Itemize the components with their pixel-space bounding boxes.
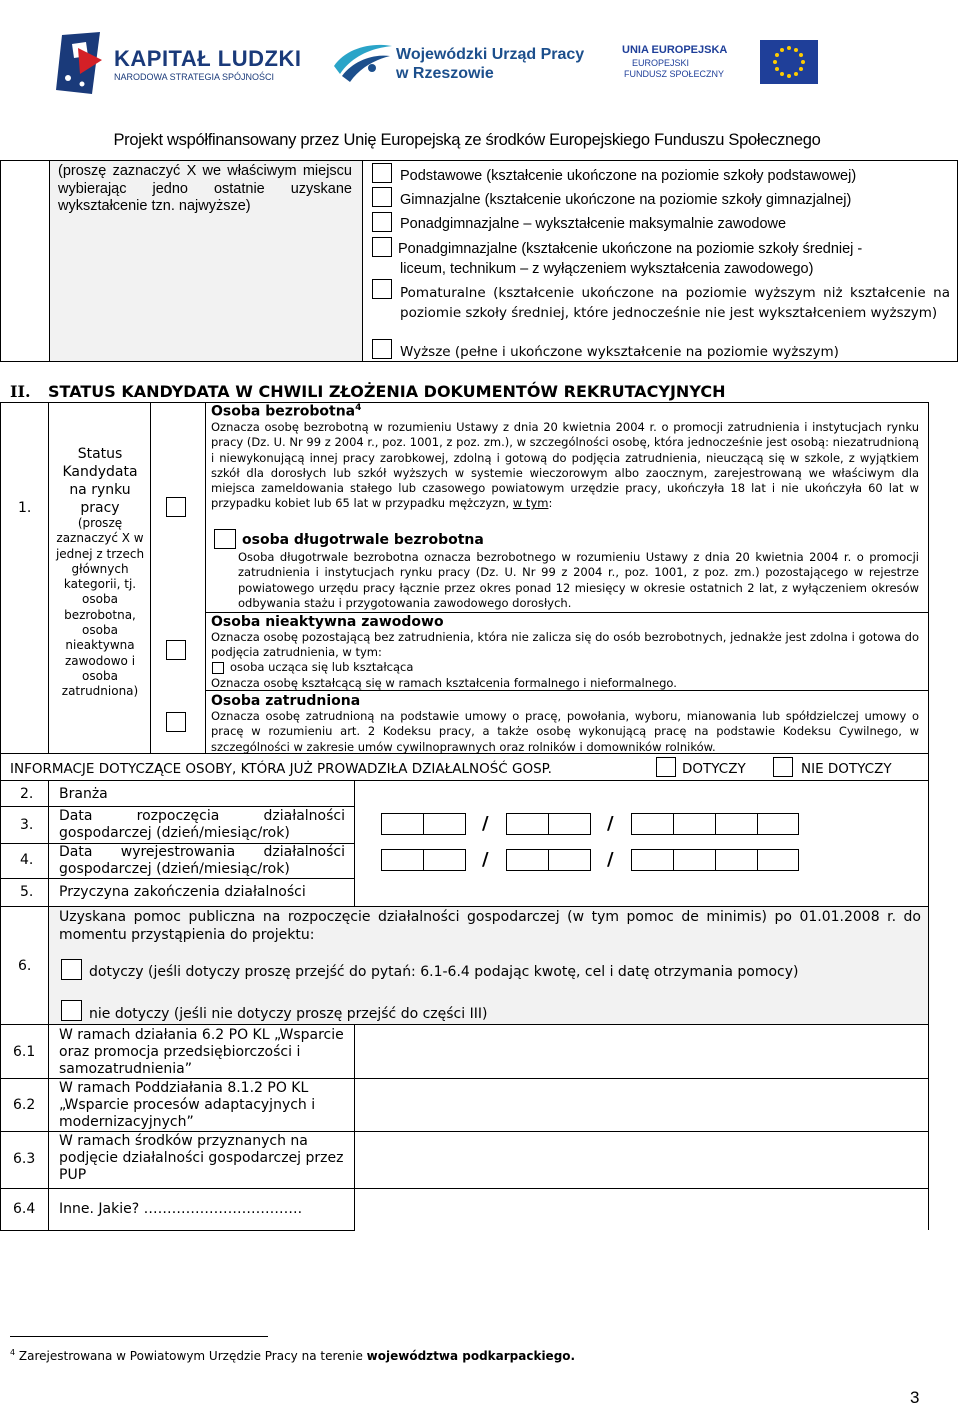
row3-number: 3. [20,817,34,833]
footnote-text: Zarejestrowana w Powiatowym Urzędzie Pracy na terenie [18,1349,367,1363]
edu-checkbox-vocational[interactable] [372,212,392,232]
unemployed-title [211,403,361,420]
edu-checkbox-primary[interactable] [372,163,392,183]
aid-no-checkbox[interactable] [61,1000,82,1021]
wup-line1: Wojewódzki Urząd Pracy [396,46,585,63]
row4-number: 4. [20,852,34,868]
cofinancing-note: Projekt współfinansowany przez Unię Europejską ze środków Europejskiego Funduszu Społecznego [113,131,821,149]
start-month-cell-2[interactable] [548,813,591,835]
unemployed-text-end: : [548,496,553,511]
longterm-checkbox[interactable] [214,529,236,549]
logo-wup-rzeszow [332,38,585,88]
row5-label: Przyczyna zakończenia działalności [59,884,306,900]
row2-label: Branża [59,786,108,802]
aid63-label: W ramach środków przyznanych na podjęcie działalności gospodarczej przez PUP [59,1133,344,1183]
aid-question: Uzyskana pomoc publiczna na rozpoczęcie działalności gospodarczej (w tym pomoc de minimis) po 01.01.2008 r. do momentu przystąpienia do projektu: [59,909,921,943]
aid63-number: 6.3 [13,1151,36,1167]
start-year-cell-4[interactable] [757,813,799,835]
footnote-number: 4 [10,1348,16,1357]
inactive-text: Oznacza osobę pozostającą bez zatrudnienia, która nie zalicza się do osób bezrobotnych, jednakże jest zdolna i gotowa do podjęcia zatrudnienia, w tym: [211,630,919,660]
end-day-cell-1[interactable] [381,849,424,871]
aid61-value-field[interactable] [356,1025,927,1077]
end-year-cell-4[interactable] [757,849,799,871]
end-year-cell-3[interactable] [715,849,758,871]
wup-line2: w Rzeszowie [396,65,494,82]
ue-line2: EUROPEJSKI [632,58,690,68]
edu-option-gimnazjalne: Gimnazjalne (kształcenie ukończone na poziomie szkoły gimnazjalnej) [400,192,852,208]
start-day-cell-2[interactable] [423,813,466,835]
education-instruction: (proszę zaznaczyć X we właściwym miejscu wybierając jedno ostatnie uzyskane wykształcenie tzn. najwyższe) [58,163,352,214]
start-date-sep-1: / [482,813,489,834]
business-not-applies-label: NIE DOTYCZY [801,761,892,777]
edu-checkbox-secondary[interactable] [372,237,392,257]
logo-kapital-ludzki [52,30,302,100]
aid63-value-field[interactable] [356,1133,927,1187]
start-year-cell-2[interactable] [673,813,716,835]
page-number: 3 [910,1388,920,1407]
row2-number: 2. [20,786,34,802]
unemployed-text-body: Oznacza osobę bezrobotną w rozumieniu Ustawy z dnia 20 kwietnia 2004 r. o promocji zatrudnienia i instytucjach rynku pracy (Dz. U. Nr 99 z 2004 r., poz. 1001, z poz. zm.), w szczególności osobę, która jednocześnie jest osobą: niezatrudnioną i niewykonującą innej pracy zarobkowej, zdolną i gotową do podjęcia zatrudnienia, nieuczącą się w szkole, z wyjątkiem szkół dla dorosłych lub szkół wyższych w systemie wieczorowym albo zaocznym, zarejestrowaną we właściwym dla miejsca zameldowania stałego lub czasowego powiatowym urzędzie pracy, ukończyła 18 lat i nie ukończyła 60 lat w przypadku kobiet lub 65 lat w przypadku mężczyzn, [211,420,919,511]
row3-label: Data rozpoczęcia działalności gospodarczej (dzień/miesiąc/rok) [59,808,345,841]
unemployed-text-u: w tym [512,496,549,511]
end-month-cell-2[interactable] [548,849,591,871]
edu-option-secondary: Ponadgimnazjalne (kształcenie ukończone na poziomie szkoły średniej - [398,241,863,257]
status-row-number: 1. [18,500,32,516]
business-applies-checkbox[interactable] [656,757,676,777]
end-month-cell-1[interactable] [506,849,549,871]
start-date-sep-2: / [607,813,614,834]
learner-checkbox[interactable] [212,662,224,674]
aid64-number: 6.4 [13,1201,36,1217]
section2-roman: II. [10,382,31,401]
kapital-ludzki-title: KAPITAŁ LUDZKI [114,46,302,71]
start-day-cell-1[interactable] [381,813,424,835]
wup-swoosh-icon [332,38,394,84]
edu-option-primary: Podstawowe (kształcenie ukończone na poziomie szkoły podstawowej) [400,168,857,184]
section2-title: STATUS KANDYDATA W CHWILI ZŁOŻENIA DOKUMENTÓW REKRUTACYJNYCH [48,382,726,401]
status-checkbox-unemployed[interactable] [166,497,186,517]
edu-checkbox-gimnazjalne[interactable] [372,187,392,207]
longterm-text: Osoba długotrwale bezrobotna oznacza bezrobotnego w rozumieniu Ustawy z dnia 20 kwietnia 2004 r. o promocji zatrudnienia i instytucjach rynku pracy (Dz. U. Nr 99 z 2004 r., poz. 1001, z poz. zm.) pozostającego w rejestrze powiatowego urzędu pracy łącznie przez okres ponad 12 miesięcy w okresie ostatnich 2 lat, z wyłączeniem okresów odbywania stażu i przygotowania zawodowego dorosłych. [238,550,919,610]
logo-unia-europejska [622,36,822,92]
start-year-cell-3[interactable] [715,813,758,835]
start-year-cell-1[interactable] [631,813,674,835]
end-date-sep-1: / [482,849,489,870]
footnote-bold: województwa podkarpackiego. [366,1349,576,1363]
edu-option-postsecondary: Pomaturalne (kształcenie ukończone na poziomie wyższym niż kształcenie na poziomie szkoły średniej, które jednocześnie nie jest wykształceniem wyższym) [400,285,950,321]
edu-option-higher: Wyższe (pełne i ukończone wykształcenie na poziomie wyższym) [400,344,839,360]
aid-yes-label: dotyczy (jeśli dotyczy proszę przejść do pytań: 6.1-6.4 podając kwotę, cel i datę otrzymania pomocy) [89,964,799,980]
aid62-label: W ramach Poddziałania 8.1.2 PO KL „Wsparcie procesów adaptacyjnych i modernizacyjnych” [59,1080,316,1130]
aid61-label: W ramach działania 6.2 PO KL „Wsparcie oraz promocja przedsiębiorczości i samozatrudnienia” [59,1027,344,1077]
aid62-number: 6.2 [13,1097,36,1113]
learner-label: osoba ucząca się lub kształcąca [230,660,414,674]
status-label-note: (proszę zaznaczyć X w jednej z trzech głównych kategorii, tj. osoba bezrobotna, osoba nieaktywna zawodowo i osoba zatrudniona) [55,516,145,699]
edu-checkbox-postsecondary[interactable] [372,279,392,299]
aid-number: 6. [18,958,32,974]
row5-number: 5. [20,884,34,900]
kapital-ludzki-emblem [52,30,112,96]
end-year-cell-2[interactable] [673,849,716,871]
status-checkbox-employed[interactable] [166,712,186,732]
status-label-main: Status Kandydata na rynku pracy [62,446,138,516]
aid61-number: 6.1 [13,1044,36,1060]
row4-label: Data wyrejestrowania działalności gospodarczej (dzień/miesiąc/rok) [59,844,345,877]
kapital-ludzki-subtitle: NARODOWA STRATEGIA SPÓJNOŚCI [114,72,275,82]
aid-no-label: nie dotyczy (jeśli nie dotyczy proszę przejść do części III) [89,1006,488,1022]
edu-option-secondary-cont: liceum, technikum – z wyłączeniem wykształcenia zawodowego) [400,261,814,277]
learner-text: Oznacza osobę kształcącą się w ramach kształcenia formalnego i nieformalnego. [211,676,677,690]
business-header: INFORMACJE DOTYCZĄCE OSOBY, KTÓRA JUŻ PROWADZIŁA DZIAŁALNOŚĆ GOSP. [10,761,552,777]
aid64-label: Inne. Jakie? ……………………………. [59,1201,303,1217]
start-month-cell-1[interactable] [506,813,549,835]
eu-flag-icon [760,40,818,84]
edu-checkbox-higher[interactable] [372,339,392,359]
aid-yes-checkbox[interactable] [61,959,82,980]
footnote [10,1348,575,1363]
ue-line1: UNIA EUROPEJSKA [622,44,728,56]
end-year-cell-1[interactable] [631,849,674,871]
business-applies-label: DOTYCZY [682,761,746,777]
unemployed-title-text: Osoba bezrobotna [211,403,356,420]
employed-title: Osoba zatrudniona [211,693,361,709]
longterm-title: osoba długotrwale bezrobotna [242,532,484,548]
inactive-title: Osoba nieaktywna zawodowo [211,614,444,630]
aid62-value-field[interactable] [356,1080,927,1130]
end-day-cell-2[interactable] [423,849,466,871]
status-checkbox-inactive[interactable] [166,640,186,660]
edu-option-vocational: Ponadgimnazjalne – wykształcenie maksymalnie zawodowe [400,216,787,232]
footnote-ref-4: 4 [355,403,362,413]
ue-line3: FUNDUSZ SPOŁECZNY [624,69,725,79]
employed-text: Oznacza osobę zatrudnioną na podstawie umowy o pracę, powołania, wyboru, mianowania lub spółdzielczej umowy o pracę w rozumieniu art. 2 Kodeksu pracy, a także osobę wykonującą pracę na podstawie Kodeksu Cywilnego, w szczególności w zakresie umów cywilnoprawnych oraz rolników i domowników rolników. [211,709,919,754]
aid64-value-field[interactable] [356,1190,927,1230]
business-not-applies-checkbox[interactable] [773,757,793,777]
end-date-sep-2: / [607,849,614,870]
footnote-separator [10,1336,268,1337]
unemployed-text [211,420,919,512]
